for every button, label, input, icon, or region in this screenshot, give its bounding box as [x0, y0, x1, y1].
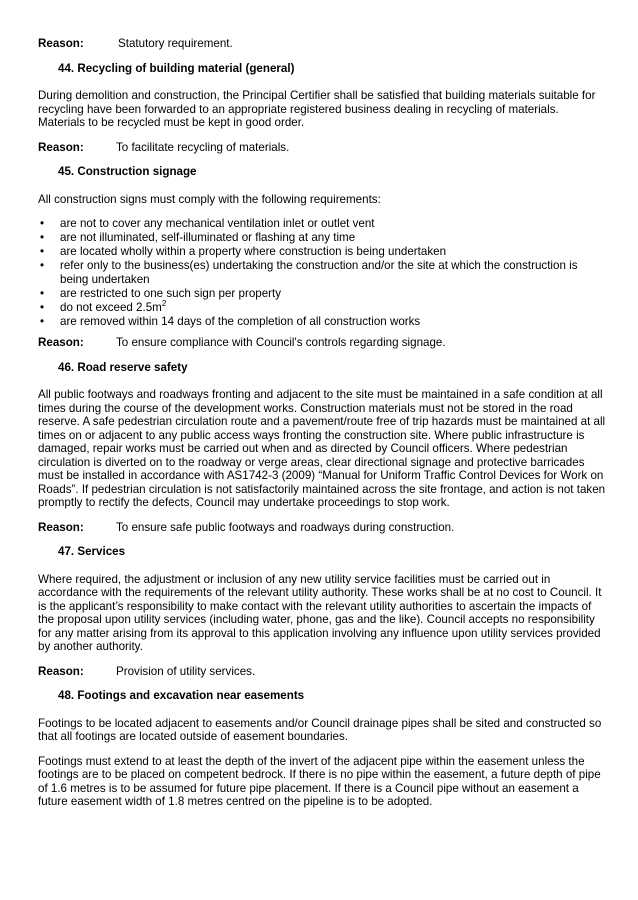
- list-item: [38, 315, 606, 329]
- bullet-icon: •: [40, 300, 45, 314]
- section-heading-46: 46. Road reserve safety: [58, 360, 188, 374]
- list-item-text: do not exceed 2.5m: [60, 300, 162, 314]
- section-body-46: All public footways and roadways fronting and adjacent to the site must be maintained in a safe condition at all times during the course of the development works. Construction materials must not be stored in the road reserve. A safe pedestrian circulation route and a pavement/route free of trip hazards must be maintained at all times on or adjacent to any public access ways fronting the construction site. Where public infrastructure is damaged, repair works must be carried out when and as directed by Council officers. Where pedestrian circulation is diverted on to the roadway or verge areas, clear directional signage and protective barricades must be installed in accordance with AS1742-3 (2009) “Manual for Uniform Traffic Control Devices for Work on Roads”. If pedestrian circulation is not satisfactorily maintained across the site frontage, and action is not taken promptly to rectify the defects, Council may undertake proceedings to stop work.: [38, 388, 606, 509]
- reason-row-47: [38, 665, 606, 679]
- document-page: [38, 37, 606, 820]
- list-item-text: refer only to the business(es) undertaking the construction and/or the site at which the construction is being undertaken: [60, 259, 578, 286]
- section-body-47: Where required, the adjustment or inclusion of any new utility service facilities must be carried out in accordance with the requirements of the relevant utility authority. These works shall be at no cost to Council. It is the applicant’s responsibility to make contact with the relevant utility authorities to ascertain the impacts of the proposal upon utility services (including water, phone, gas and the like). Council accepts no responsibility for any matter arising from its approval to this application involving any influence upon utility services provided by another authority.: [38, 572, 602, 653]
- reason-label: Reason:: [38, 520, 84, 534]
- reason-row-43: [38, 37, 606, 51]
- section-heading-47: 47. Services: [58, 545, 126, 558]
- bullet-icon: •: [40, 245, 45, 258]
- reason-text: To ensure safe public footways and roadways during construction.: [116, 520, 455, 534]
- reason-label: Reason:: [38, 140, 84, 154]
- list-item: [38, 217, 606, 231]
- section-body-48-b: Footings must extend to at least the depth of the invert of the adjacent pipe within the easement unless the footings are to be placed on competent bedrock. If there is no pipe within the easement, a future depth of pipe of 1.6 metres is to be assumed for future pipe placement. If there is a Council pipe without an easement a future easement width of 1.8 metres centred on the pipeline is to be adopted.: [38, 754, 601, 808]
- section-body-48-a: Footings to be located adjacent to easements and/or Council drainage pipes shall be sited and constructed so that all footings are located outside of easement boundaries.: [38, 716, 602, 743]
- list-item: [38, 298, 606, 315]
- reason-row-45: [38, 336, 606, 350]
- reason-label: Reason:: [38, 664, 84, 678]
- section-body-44: During demolition and construction, the Principal Certifier shall be satisfied that building materials suitable for recycling have been forwarded to an appropriate registered business dealing in recycling of materials. Materials to be recycled must be kept in good order.: [38, 89, 596, 129]
- list-item: [38, 259, 606, 286]
- reason-text: Statutory requirement.: [118, 37, 233, 50]
- bullet-icon: •: [40, 314, 45, 328]
- section-heading-44: 44. Recycling of building material (general): [58, 61, 295, 75]
- section-heading-48: 48. Footings and excavation near easements: [58, 689, 305, 702]
- list-item-text: are not illuminated, self-illuminated or flashing at any time: [60, 231, 356, 244]
- reason-text: To ensure compliance with Council's controls regarding signage.: [116, 336, 446, 349]
- section-intro-45: All construction signs must comply with the following requirements:: [38, 192, 381, 206]
- bullet-icon: •: [40, 231, 45, 244]
- reason-label: Reason:: [38, 336, 84, 349]
- list-item-text: are located wholly within a property where construction is being undertaken: [60, 245, 447, 258]
- bullet-icon: •: [40, 286, 45, 300]
- bullet-icon: •: [40, 259, 45, 272]
- reason-label: Reason:: [38, 37, 84, 50]
- list-item-text: are removed within 14 days of the completion of all construction works: [60, 314, 421, 328]
- list-item-text: are restricted to one such sign per property: [60, 286, 282, 300]
- reason-row-46: [38, 521, 606, 535]
- section-heading-45: 45. Construction signage: [58, 165, 197, 178]
- list-item: [38, 287, 606, 301]
- reason-text: Provision of utility services.: [116, 664, 256, 678]
- superscript: 2: [161, 298, 167, 308]
- bullet-icon: •: [40, 217, 45, 230]
- list-item: [38, 231, 606, 245]
- list-item: [38, 245, 606, 259]
- bullet-list-45: [38, 217, 606, 328]
- reason-row-44: [38, 141, 606, 155]
- list-item-text: are not to cover any mechanical ventilation inlet or outlet vent: [60, 217, 375, 230]
- reason-text: To facilitate recycling of materials.: [116, 140, 290, 154]
